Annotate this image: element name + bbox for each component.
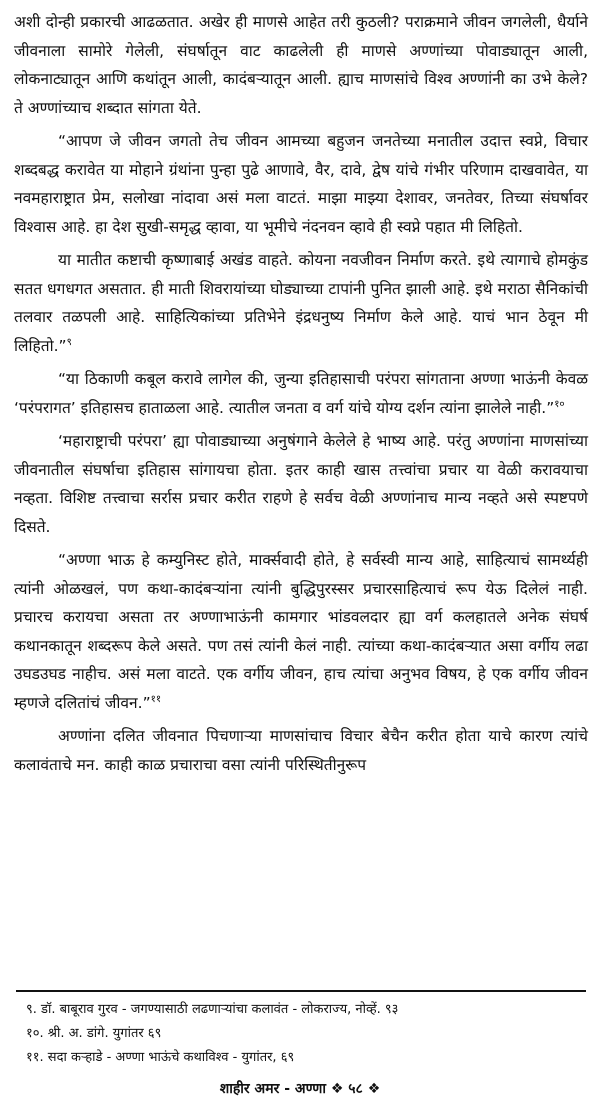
quote-paragraph: या मातीत कष्टाची कृष्णाबाई अखंड वाहते. कोयना नवजीवन निर्माण करते. इथे त्यागाचे होमकुंड सतत धगधगत असतात. ही माती शिवरायांच्या घोड्याच्या टापांनी पुनित झाली आहे. इथे मराठा सैनिकांची तलवार तळपली आहे. साहित्यिकांच्या प्रतिभेने इंद्रधनुष्य निर्माण केले आहे. याचं भान ठेवून मी लिहितो.”$^९$ <box>14 251 588 355</box>
paragraph: अशी दोन्ही प्रकारची आढळतात. अखेर ही माणसे आहेत तरी कुठली? पराक्रमाने जीवन जगलेली, धैर्याने जीवनाला सामोरे गेलेली, संघर्षातून वाट काढलेली ही माणसे अण्णांच्या पोवाड्यातून आली, लोकनाट्यातून आणि कथांतून आली, कादंबऱ्यातून आली. ह्याच माणसांचे विश्व अण्णांनी का उभे केले? ते अण्णांच्याच शब्दात सांगता येते. <box>14 13 588 117</box>
footnote: ११. सदा कऱ्हाडे - अण्णा भाऊंचे कथाविश्व - युगांतर, ६९ <box>26 1050 295 1065</box>
footnote-ref: ९ <box>66 336 72 348</box>
paragraph: ‘महाराष्ट्राची परंपरा’ ह्या पोवाड्याच्या अनुषंगाने केलेले हे भाष्य आहे. परंतु अण्णांना माणसांच्या जीवनातील संघर्षाचा इतिहास सांगायचा होता. इतर काही खास तत्त्वांचा प्रचार या वेळी करावयाचा नव्हता. विशिष्ट तत्त्वाचा सर्रास प्रचार करीत राहणे हे सर्वच वेळी अण्णांनाच मान्य नव्हते असे स्पष्टपणे दिसते. <box>14 432 588 536</box>
footnote: १०. श्री. अ. डांगे. युगांतर ६९ <box>26 1026 162 1041</box>
footnote-divider <box>16 990 586 992</box>
paragraph: अण्णांना दलित जीवनात पिचणाऱ्या माणसांचाच विचार बेचैन करीत होता याचे कारण त्यांचे कलावंताचे मन. काही काळ प्रचाराचा वसा त्यांनी परिस्थितीनुरूप <box>14 727 588 774</box>
footnote-ref: १० <box>554 398 565 410</box>
page-footer: शाहीर अमर - अण्णा ❖ ५८ ❖ <box>219 1081 381 1097</box>
footnotes <box>26 998 586 1070</box>
footnote: ९. डॉ. बाबूराव गुरव - जगण्यासाठी लढणाऱ्यांचा कलावंत - लोकराज्य, नोव्हें. ९३ <box>26 1002 399 1017</box>
quote-paragraph: “या ठिकाणी कबूल करावे लागेल की, जुन्या इतिहासाची परंपरा सांगताना अण्णा भाऊंनी केवळ ‘परंपरागत’ इतिहासच हाताळला आहे. त्यातील जनता व वर्ग यांचे योग्य दर्शन त्यांना झालेले नाही.”$^{१०}$ <box>14 370 588 417</box>
footnote-ref: ११ <box>150 693 162 705</box>
quote-paragraph: “अण्णा भाऊ हे कम्युनिस्ट होते, मार्क्सवादी होते, हे सर्वस्वी मान्य आहे, साहित्याचं सामर्थ्यही त्यांनी ओळखलं, पण कथा-कादंबऱ्यांना त्यांनी बुद्धिपुरस्सर प्रचारसाहित्याचं रूप येऊ दिलेलं नाही. प्रचारच करायचा असता तर अण्णाभाऊंनी कामगार भांडवलदार ह्या वर्ग कलहातले अनेक संघर्ष कथानकातून शब्दरूप केले असते. पण तसं त्यांनी केलं नाही. त्यांच्या कथा-कादंबऱ्यात असा वर्गीय लढा उघडउघड नाहीच. असं मला वाटते. एक वर्गीय जीवन, हाच त्यांचा अनुभव विषय, हे एक वर्गीय जीवन म्हणजे दलितांचं जीवन.”$^{११}$ <box>14 551 588 712</box>
body-text <box>14 8 588 784</box>
quote-paragraph: “आपण जे जीवन जगतो तेच जीवन आमच्या बहुजन जनतेच्या मनातील उदात्त स्वप्ने, विचार शब्दबद्ध करावेत या मोहाने ग्रंथांना पुन्हा पुढे आणावे, वैर, दावे, द्वेष यांचे गंभीर परिणाम दाखवावेत, या नवमहाराष्ट्रात प्रेम, सलोखा नांदावा असं मला वाटतं. माझा माझ्या देशावर, जनतेवर, तिच्या संघर्षावर विश्वास आहे. हा देश सुखी-समृद्ध व्हावा, या भूमीचे नंदनवन व्हावे ही स्वप्ने पहात मी लिहितो. <box>14 132 588 236</box>
